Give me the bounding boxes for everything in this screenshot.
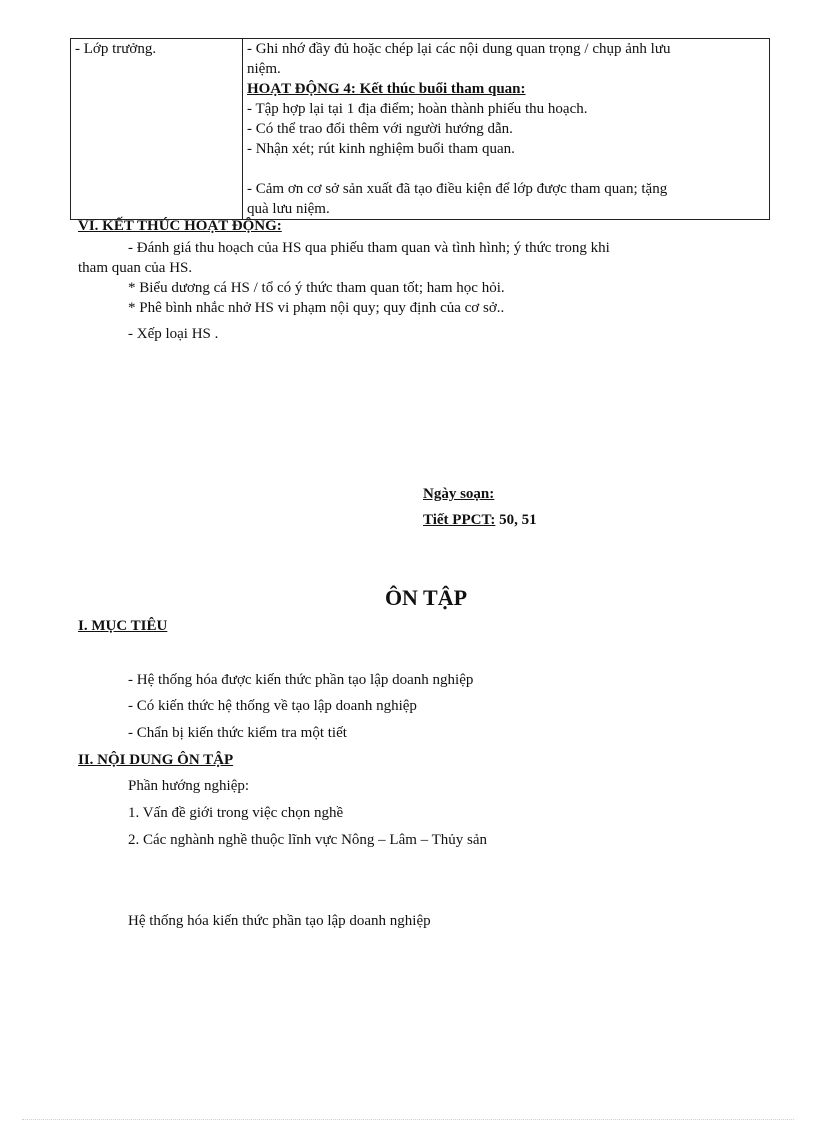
- activity-4-heading: HOẠT ĐỘNG 4: Kết thúc buổi tham quan:: [247, 81, 526, 97]
- task-line: quà lưu niệm.: [247, 201, 330, 217]
- content-item: 2. Các nghành nghề thuộc lĩnh vực Nông – Lâm – Thủy sản: [128, 832, 488, 848]
- section-6-title: VI. KẾT THÚC HOẠT ĐỘNG:: [78, 218, 282, 234]
- tiet-label: Tiết PPCT:: [423, 512, 496, 528]
- page-bottom-divider: [22, 1119, 794, 1120]
- section-1-title: I. MỤC TIÊU: [78, 618, 168, 634]
- section-6-line: * Phê bình nhắc nhở HS vi phạm nội quy; quy định của cơ sở..: [128, 300, 505, 316]
- tiet-value: 50, 51: [499, 512, 537, 528]
- blank-line: [247, 159, 765, 179]
- section-6-line: - Xếp loại HS .: [128, 326, 219, 342]
- task-line: - Có thể trao đổi thêm với người hướng dẫn.: [247, 121, 513, 137]
- section-2-closing: Hệ thống hóa kiến thức phần tạo lập doanh nghiệp: [128, 913, 431, 929]
- page-title: ÔN TẬP: [384, 585, 468, 610]
- task-line: niệm.: [247, 61, 281, 77]
- section-6-line: * Biểu dương cá HS / tổ có ý thức tham quan tốt; ham học hỏi.: [128, 280, 505, 296]
- section-6-line: - Đánh giá thu hoạch của HS qua phiếu tham quan và tình hình; ý thức trong khi: [128, 240, 610, 256]
- tiet-ppct: [423, 512, 537, 529]
- activity-table: [70, 38, 770, 220]
- content-item: 1. Vấn đề giới trong việc chọn nghề: [128, 805, 344, 821]
- table-row: [71, 39, 770, 220]
- table-cell-tasks: [243, 39, 770, 220]
- task-line: - Nhận xét; rút kinh nghiệm buổi tham quan.: [247, 141, 515, 157]
- section-6-line: tham quan của HS.: [78, 260, 193, 276]
- objective-item: - Chẩn bị kiến thức kiểm tra một tiết: [128, 725, 347, 741]
- section-2-intro: Phần hướng nghiệp:: [128, 778, 250, 794]
- ngay-soan-label: Ngày soạn:: [423, 486, 495, 502]
- objective-item: - Hệ thống hóa được kiến thức phần tạo lập doanh nghiệp: [128, 672, 474, 688]
- role-text: - Lớp trưởng.: [75, 41, 157, 57]
- section-2-title: II. NỘI DUNG ÔN TẬP: [78, 752, 234, 768]
- task-line: - Ghi nhớ đầy đủ hoặc chép lại các nội dung quan trọng / chụp ảnh lưu: [247, 41, 671, 57]
- objective-item: - Có kiến thức hệ thống về tạo lập doanh nghiệp: [128, 698, 417, 714]
- task-line: - Tập hợp lại tại 1 địa điểm; hoàn thành phiếu thu hoạch.: [247, 101, 588, 117]
- table-cell-role: [71, 39, 243, 220]
- task-line: - Cảm ơn cơ sở sản xuất đã tạo điều kiện để lớp được tham quan; tặng: [247, 181, 668, 197]
